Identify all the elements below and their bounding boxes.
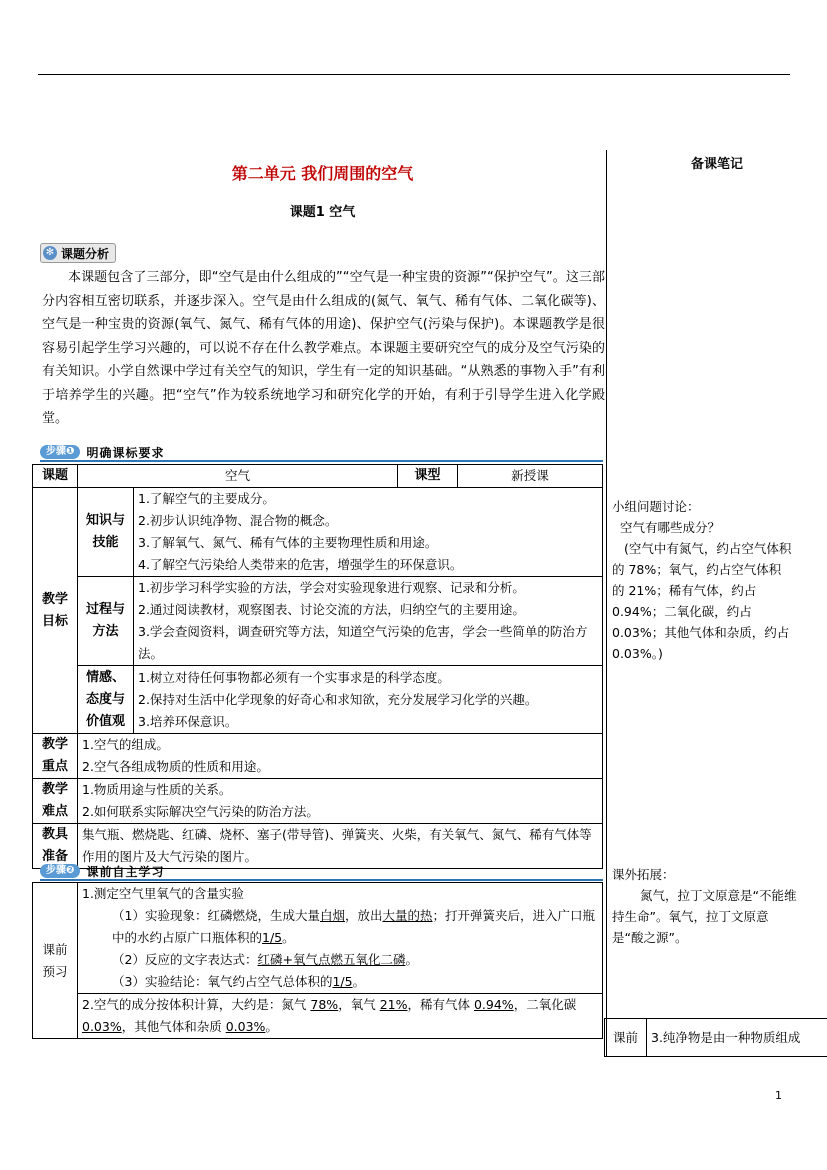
step1-header: [40, 444, 603, 462]
header-rule: [38, 74, 790, 75]
page-number: 1: [775, 1089, 782, 1102]
group-title: 小组问题讨论：: [612, 499, 700, 514]
list-item: 1.空气的组成。: [82, 737, 169, 752]
preview-item1: [78, 883, 603, 994]
notes-mini-label: 课前: [605, 1019, 647, 1057]
item1-a: （1）实验现象：红磷燃烧，生成大量白烟，放出大量的热；打开弹簧夹后，进入广口瓶中的水约占原广口瓶体积的1/5。: [112, 908, 596, 945]
list-item: 2.如何联系实际解决空气污染的防治方法。: [82, 804, 319, 819]
process-label: 过程与方法: [78, 577, 134, 666]
step1-label: 明确课标要求: [86, 445, 165, 460]
step2-label: 课前自主学习: [86, 864, 165, 879]
group-answer: (空气中有氮气，约占空气体积的 78%；氧气，约占空气体积的 21%；稀有气体，约占 0.94%；二氧化碳，约占 0.03%；其他气体和杂质，约占 0.03%。): [612, 541, 792, 661]
list-item: 1.了解空气的主要成分。: [138, 491, 275, 506]
list-item: 2.空气各组成物质的性质和用途。: [82, 759, 269, 774]
key-label: 教学重点: [33, 734, 78, 779]
emotion-cell: [134, 666, 603, 734]
emotion-label: 情感、态度与价值观: [78, 666, 134, 734]
item1-title: 1.测定空气里氧气的含量实验: [82, 886, 244, 901]
list-item: 1.初步学习科学实验的方法，学会对实验现象进行观察、记录和分析。: [138, 580, 525, 595]
step2-pill: 步骤❷: [40, 864, 80, 878]
list-item: 4.了解空气污染给人类带来的危害，增强学生的环保意识。: [138, 557, 463, 572]
analysis-badge-label: 课题分析: [61, 246, 110, 261]
difficulty-cell: [78, 779, 603, 824]
lesson-title: 课题1 空气: [289, 205, 356, 220]
topic-header: 课题: [33, 465, 78, 488]
knowledge-label: 知识与技能: [78, 488, 134, 577]
goal-label: 教学目标: [33, 488, 78, 734]
gear-icon: ✻: [43, 246, 57, 260]
step1-pill: 步骤❶: [40, 445, 80, 459]
extension: [612, 864, 797, 948]
type-value: 新授课: [458, 465, 603, 488]
unit-title: 第二单元 我们周围的空气: [231, 164, 414, 183]
list-item: 3.培养环保意识。: [138, 713, 238, 729]
topic-value: 空气: [78, 465, 398, 488]
extension-title: 课外拓展：: [612, 867, 675, 882]
preview-label: 课前预习: [33, 883, 78, 1039]
process-cell: [134, 577, 603, 666]
tools-cell: 集气瓶、燃烧匙、红磷、烧杯、塞子(带导管)、弹簧夹、火柴，有关氧气、氮气、稀有气体等作用的图片及大气污染的图片。: [78, 824, 603, 869]
item1-c: （3）实验结论：氧气约占空气总体积的1/5。: [112, 974, 366, 989]
list-item: 2.保持对生活中化学现象的好奇心和求知欲，充分发展学习化学的兴趣。: [138, 691, 538, 707]
list-item: 1.物质用途与性质的关系。: [82, 782, 232, 797]
list-item: 3.学会查阅资料，调查研究等方法，知道空气污染的危害，学会一些简单的防治方法。: [138, 624, 588, 661]
notes-mini-table: [604, 1018, 827, 1057]
list-item: 3.了解氧气、氮气、稀有气体的主要物理性质和用途。: [138, 535, 438, 550]
extension-text: 氮气，拉丁文原意是“不能维持生命”。氧气，拉丁文原意是“酸之源”。: [612, 888, 797, 945]
notes-title: 备课笔记: [690, 157, 743, 172]
step2-header: [40, 863, 603, 881]
list-item: 1.树立对待任何事物都必须有一个实事求是的科学态度。: [138, 669, 450, 685]
group-discussion: [612, 496, 792, 664]
key-cell: [78, 734, 603, 779]
analysis-paragraph: 本课题包含了三部分，即“空气是由什么组成的”“空气是一种宝贵的资源”“保护空气”。这三部分内容相互密切联系，并逐步深入。空气是由什么组成的(氮气、氧气、稀有气体、二氧化碳等)、空气是一种宝贵的资源(氧气、氮气、稀有气体的用途)、保护空气(污染与保护)。本课题教学是很容易引起学生学习兴趣的，可以说不存在什么教学难点。本课题主要研究空气的成分及空气污染的有关知识。小学自然课中学过有关空气的知识，学生有一定的知识基础。“从熟悉的事物入手”有利于培养学生的兴趣。把“空气”作为较系统地学习和研究化学的开始，有利于引导学生进入化学殿堂。: [42, 270, 605, 426]
item1-b: （2）反应的文字表达式：红磷+氧气点燃五氧化二磷。: [112, 952, 418, 967]
analysis-badge: [40, 240, 116, 263]
knowledge-cell: [134, 488, 603, 577]
group-question: 空气有哪些成分？: [620, 520, 721, 535]
notes-mini-text: 3.纯净物是由一种物质组成: [647, 1019, 827, 1057]
difficulty-label: 教学难点: [33, 779, 78, 824]
list-item: 2.初步认识纯净物、混合物的概念。: [138, 513, 338, 528]
preview-table: [32, 882, 603, 1039]
tools-label: 教具准备: [33, 824, 78, 869]
type-header: 课型: [398, 465, 458, 488]
notes-divider: [606, 150, 607, 1056]
list-item: 2.通过阅读教材，观察图表、讨论交流的方法，归纳空气的主要用途。: [138, 602, 525, 617]
objectives-table: [32, 464, 603, 869]
preview-item2: 2.空气的成分按体积计算，大约是：氮气 78%，氧气 21%，稀有气体 0.94%，二氧化碳 0.03%，其他气体和杂质 0.03%。: [78, 994, 603, 1039]
